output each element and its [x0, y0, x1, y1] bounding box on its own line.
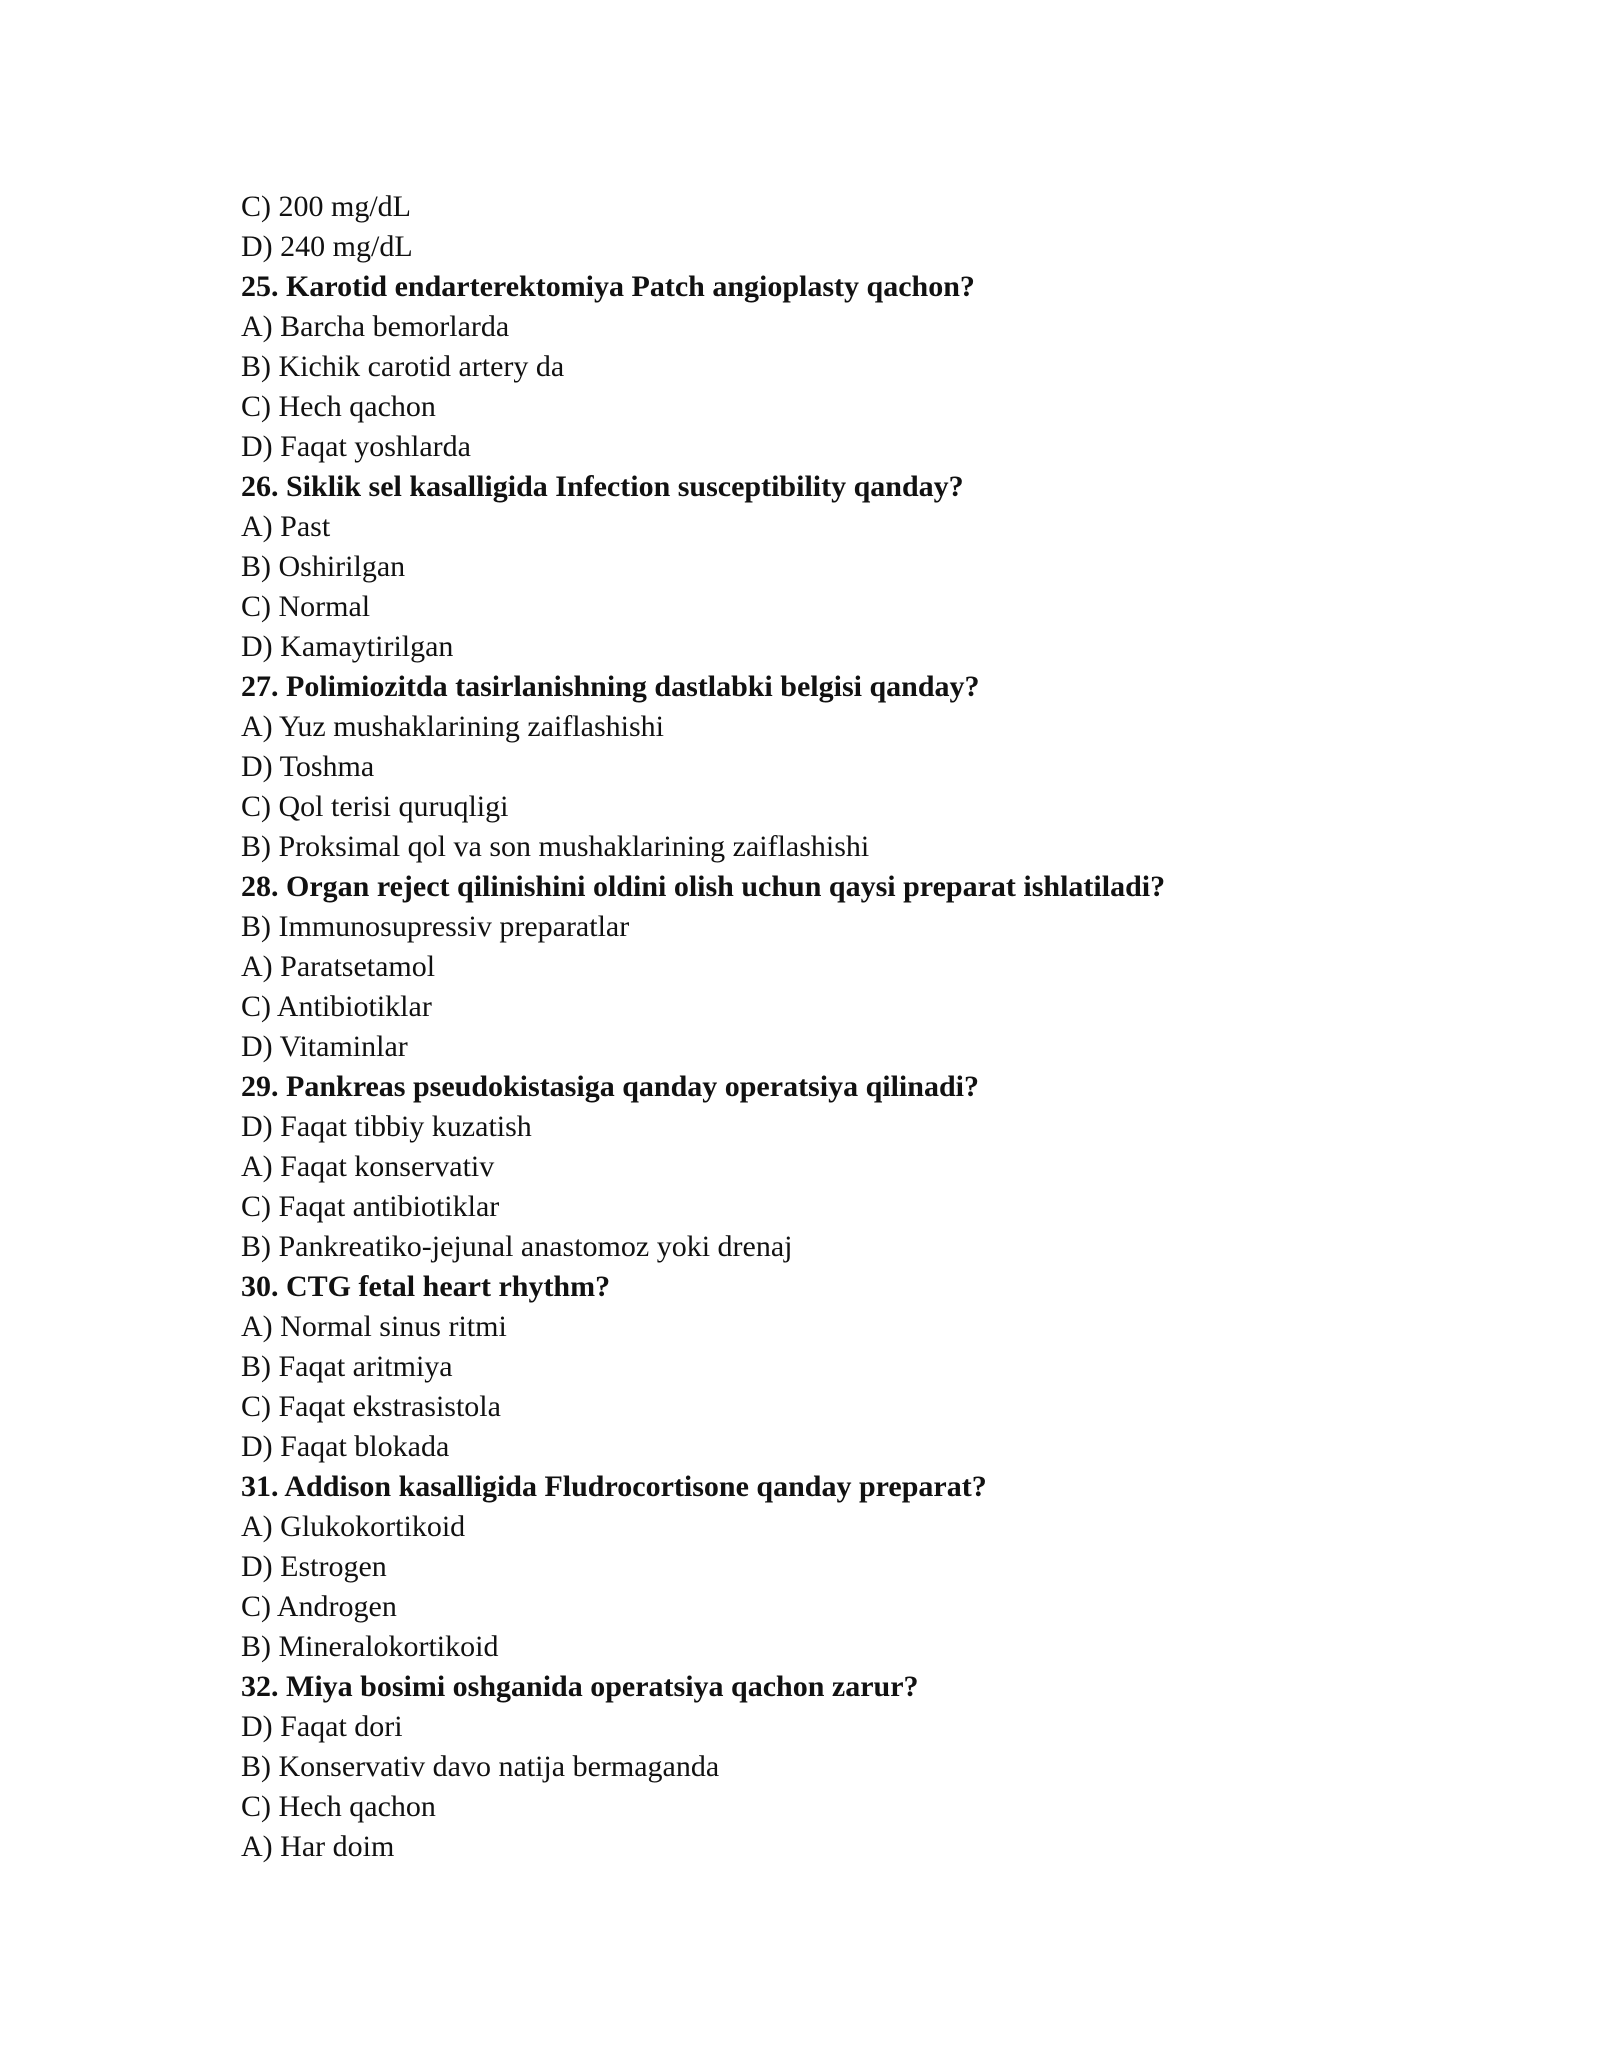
answer-option: B) Pankreatiko-jejunal anastomoz yoki drenaj	[241, 1230, 793, 1263]
answer-option: D) Faqat yoshlarda	[241, 430, 471, 463]
answer-option: B) Proksimal qol va son mushaklarining zaiflashishi	[241, 830, 870, 863]
answer-option: B) Kichik carotid artery da	[241, 350, 565, 383]
answer-option: C) 200 mg/dL	[241, 190, 411, 223]
answer-option: A) Yuz mushaklarining zaiflashishi	[241, 710, 664, 743]
answer-option: C) Faqat antibiotiklar	[241, 1190, 500, 1223]
answer-option: C) Hech qachon	[241, 1790, 436, 1823]
question-text: 30. CTG fetal heart rhythm?	[241, 1270, 611, 1303]
answer-option: B) Mineralokortikoid	[241, 1630, 499, 1663]
answer-option: A) Normal sinus ritmi	[241, 1310, 507, 1343]
answer-option: C) Faqat ekstrasistola	[241, 1390, 501, 1423]
answer-option: B) Immunosupressiv preparatlar	[241, 910, 630, 943]
question-text: 32. Miya bosimi oshganida operatsiya qachon zarur?	[241, 1670, 919, 1703]
answer-option: D) Faqat tibbiy kuzatish	[241, 1110, 532, 1143]
answer-option: A) Har doim	[241, 1830, 395, 1863]
answer-option: D) 240 mg/dL	[241, 230, 413, 263]
answer-option: D) Faqat dori	[241, 1710, 403, 1743]
answer-option: C) Hech qachon	[241, 390, 436, 423]
answer-option: C) Antibiotiklar	[241, 990, 432, 1023]
answer-option: A) Glukokortikoid	[241, 1510, 466, 1543]
answer-option: C) Qol terisi quruqligi	[241, 790, 509, 823]
answer-option: C) Androgen	[241, 1590, 397, 1623]
question-text: 26. Siklik sel kasalligida Infection susceptibility qanday?	[241, 470, 964, 503]
document-page	[241, 187, 1441, 1867]
question-text: 31. Addison kasalligida Fludrocortisone qanday preparat?	[241, 1470, 987, 1503]
answer-option: D) Faqat blokada	[241, 1430, 450, 1463]
answer-option: A) Barcha bemorlarda	[241, 310, 510, 343]
question-text: 29. Pankreas pseudokistasiga qanday operatsiya qilinadi?	[241, 1070, 979, 1103]
question-text: 25. Karotid endarterektomiya Patch angioplasty qachon?	[241, 270, 975, 303]
answer-option: D) Estrogen	[241, 1550, 387, 1583]
question-text: 28. Organ reject qilinishini oldini olish uchun qaysi preparat ishlatiladi?	[241, 870, 1166, 903]
answer-option: D) Kamaytirilgan	[241, 630, 454, 663]
answer-option: A) Past	[241, 510, 331, 543]
answer-option: C) Normal	[241, 590, 371, 623]
answer-option: A) Faqat konservativ	[241, 1150, 495, 1183]
answer-option: A) Paratsetamol	[241, 950, 436, 983]
answer-option: B) Oshirilgan	[241, 550, 406, 583]
answer-option: D) Toshma	[241, 750, 375, 783]
answer-option: D) Vitaminlar	[241, 1030, 408, 1063]
answer-option: B) Faqat aritmiya	[241, 1350, 453, 1383]
answer-option: B) Konservativ davo natija bermaganda	[241, 1750, 720, 1783]
question-text: 27. Polimiozitda tasirlanishning dastlabki belgisi qanday?	[241, 670, 980, 703]
